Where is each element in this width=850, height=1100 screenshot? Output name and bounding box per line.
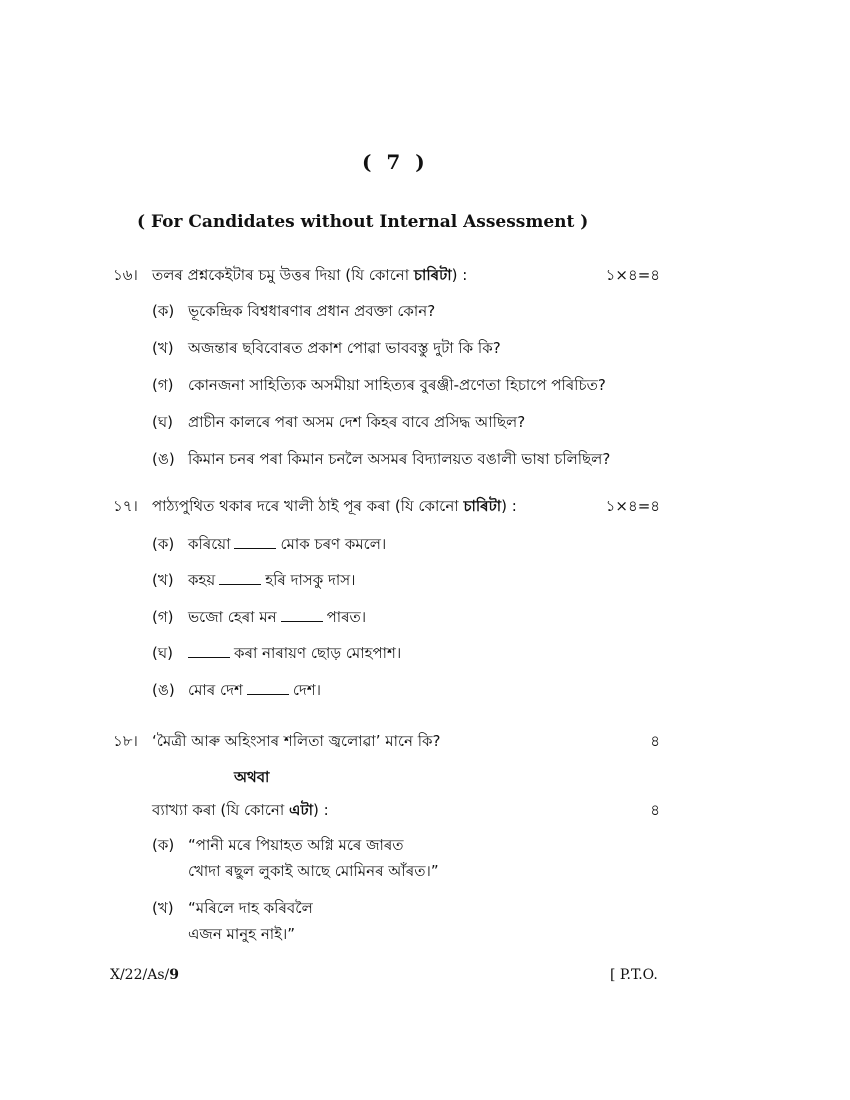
answer-blank: [219, 572, 261, 585]
quote-line: খোদা ৰছুল লুকাই আছে মোমিনৰ আঁৰত।”: [188, 862, 439, 880]
q16-instruction: [152, 264, 467, 289]
q17-bold: চাৰিটা: [463, 497, 502, 515]
q16-item: (ঙ) কিমান চনৰ পৰা কিমান চনলৈ অসমৰ বিদ্যালয়ত বঙালী ভাষা চলিছিল?: [152, 450, 611, 468]
quote-item: (ক) “পানী মৰে পিয়াহত অগ্নি মৰে জাৰত: [152, 836, 404, 854]
answer-blank: [234, 536, 276, 549]
q17-item: (ক) কৰিয়ো মোক চৰণ কমলে।: [152, 535, 387, 553]
q17-instruction: [152, 495, 517, 520]
quote-line: এজন মানুহ নাই।”: [188, 925, 296, 943]
q18-marks: ৪: [650, 732, 660, 750]
q16-marks: ১×৪=৪: [605, 266, 660, 284]
q16-item: (ক) ভূকেন্দ্ৰিক বিশ্বধাৰণাৰ প্ৰধান প্ৰবক্তা কোন?: [152, 302, 436, 320]
explain-instruction: ব্যাখ্যা কৰা (যি কোনো এটা) :: [152, 801, 329, 819]
or-label: অথবা: [234, 768, 270, 786]
page-number: ( 7 ): [362, 150, 429, 174]
q16-number: ১৬।: [113, 266, 138, 284]
q17-item: (ঙ) মোৰ দেশ দেশ।: [152, 681, 322, 699]
section-heading: ( For Candidates without Internal Assessment ): [137, 212, 589, 232]
answer-blank: [247, 682, 289, 695]
q17-text-after: ) :: [501, 497, 517, 515]
q17-number: ১৭।: [113, 497, 138, 515]
q16-text: তলৰ প্ৰশ্নকেইটাৰ চমু উত্তৰ দিয়া (যি কোনো: [152, 266, 410, 284]
answer-blank: [188, 645, 230, 658]
q17-item: (খ) কহয় হৰি দাসকু দাস।: [152, 571, 356, 589]
q16-bold: চাৰিটা: [413, 266, 452, 284]
q16-item: (খ) অজন্তাৰ ছবিবোৰত প্ৰকাশ পোৱা ভাববস্তু দুটা কি কি?: [152, 339, 501, 357]
q18-number: ১৮।: [113, 732, 138, 750]
paper-code: X/22/As/9: [110, 967, 179, 983]
q16-text-after: ) :: [451, 266, 468, 284]
q16-item: (ঘ) প্ৰাচীন কালৰে পৰা অসম দেশ কিহৰ বাবে প্ৰসিদ্ধ আছিল?: [152, 413, 526, 431]
q17-marks: ১×৪=৪: [605, 497, 660, 515]
q17-text: পাঠ্যপুথিত থকাৰ দৰে খালী ঠাই পূৰ কৰা (যি কোনো: [152, 497, 459, 515]
q17-item: (গ) ভজো হেৰা মন পাৰত।: [152, 608, 367, 626]
q16-item: (গ) কোনজনা সাহিত্যিক অসমীয়া সাহিত্যৰ বুৰঞ্জী-প্ৰণেতা হিচাপে পৰিচিত?: [152, 376, 606, 394]
q18-text: ‘মৈত্ৰী আৰু অহিংসাৰ শলিতা জ্বলোৱা’ মানে কি?: [152, 732, 441, 750]
explain-marks: ৪: [650, 801, 660, 819]
q17-item: (ঘ) কৰা নাৰায়ণ ছোড় মোহপাশ।: [152, 644, 402, 662]
answer-blank: [281, 609, 323, 622]
pto-label: [ P.T.O.: [610, 967, 658, 983]
quote-item: (খ) “মৰিলে দাহ কৰিবলৈ: [152, 899, 313, 917]
